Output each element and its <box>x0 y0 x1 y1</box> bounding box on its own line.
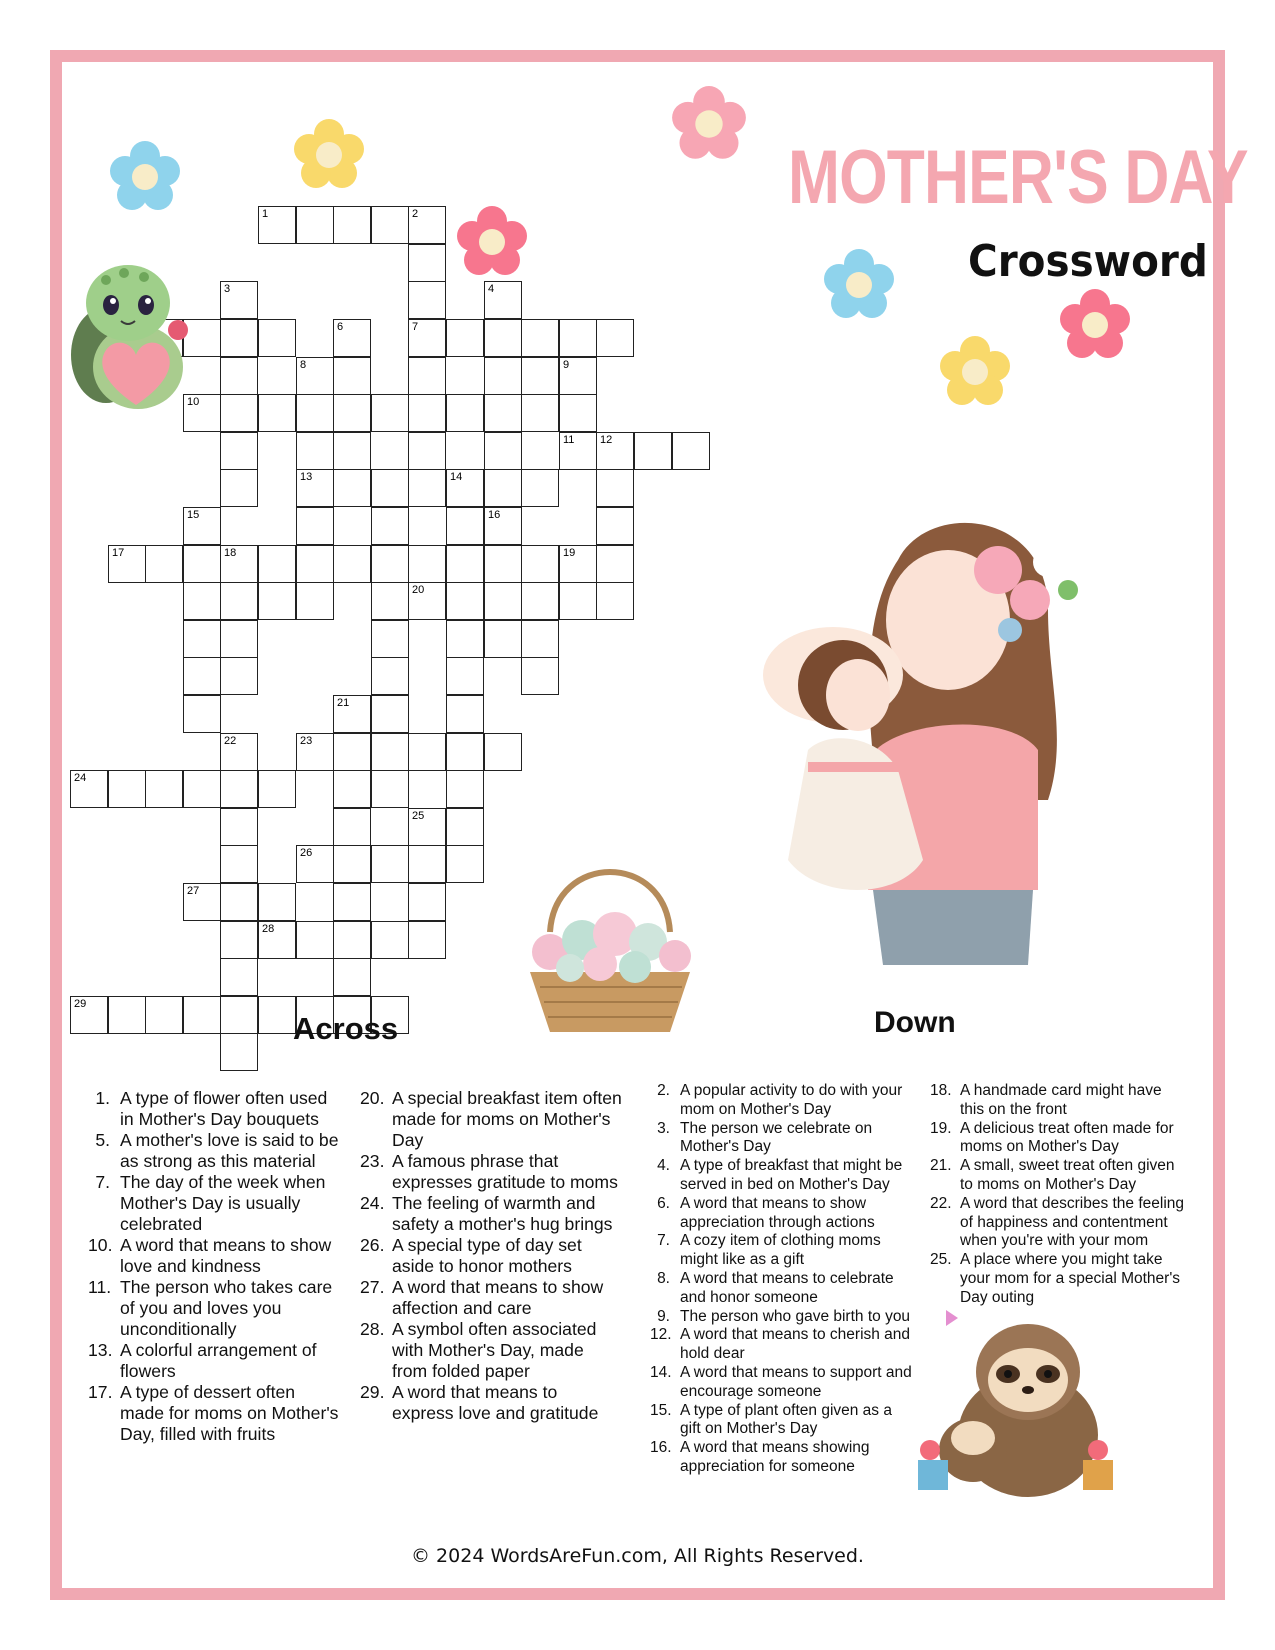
grid-cell[interactable] <box>371 695 409 733</box>
sloth-illustration <box>908 1310 1123 1500</box>
grid-cell[interactable] <box>521 394 559 432</box>
clue-number: 26 <box>300 847 313 859</box>
grid-cell[interactable] <box>220 958 258 996</box>
copyright-footer: © 2024 WordsAreFun.com, All Rights Reserved. <box>411 1545 864 1567</box>
grid-cell[interactable] <box>220 845 258 883</box>
grid-cell[interactable] <box>408 432 446 470</box>
turtle-illustration <box>66 255 201 415</box>
down-clue <box>650 1439 915 1477</box>
clue-number: 27 <box>187 885 200 897</box>
grid-cell[interactable] <box>183 996 221 1034</box>
clue-text: A word that means showing appreciation for someone <box>680 1439 870 1475</box>
clue-number: 12 <box>600 434 613 446</box>
grid-cell[interactable] <box>521 620 559 658</box>
clue-number-label: 13. <box>88 1340 113 1360</box>
grid-cell[interactable] <box>296 469 334 507</box>
grid-cell[interactable] <box>258 883 296 921</box>
grid-cell[interactable] <box>296 845 334 883</box>
grid-cell[interactable] <box>596 469 634 507</box>
grid-cell[interactable] <box>446 319 484 357</box>
grid-cell[interactable] <box>446 808 484 846</box>
grid-cell[interactable] <box>371 469 409 507</box>
grid-cell[interactable] <box>484 582 522 620</box>
across-clue <box>360 1151 622 1193</box>
clue-text: A word that describes the feeling of happiness and contentment when you're with your mom <box>960 1194 1185 1250</box>
grid-cell[interactable] <box>70 770 108 808</box>
across-clue <box>88 1340 343 1382</box>
clue-number-label: 15. <box>650 1401 672 1419</box>
clue-number-label: 8. <box>657 1269 670 1287</box>
grid-cell[interactable] <box>258 921 296 959</box>
across-heading: Across <box>293 1011 399 1046</box>
across-clue <box>88 1130 343 1172</box>
grid-cell[interactable] <box>446 582 484 620</box>
grid-cell[interactable] <box>559 394 597 432</box>
grid-cell[interactable] <box>408 319 446 357</box>
grid-cell[interactable] <box>446 770 484 808</box>
grid-cell[interactable] <box>220 883 258 921</box>
grid-cell[interactable] <box>408 921 446 959</box>
down-clue <box>650 1195 915 1233</box>
grid-cell[interactable] <box>333 883 371 921</box>
grid-cell[interactable] <box>484 357 522 395</box>
grid-cell[interactable] <box>484 394 522 432</box>
grid-cell[interactable] <box>484 620 522 658</box>
clue-number: 20 <box>412 584 425 596</box>
across-clue <box>88 1382 343 1445</box>
clue-number-label: 19. <box>930 1119 952 1137</box>
clue-number: 15 <box>187 509 200 521</box>
clue-text: The person who gave birth to you <box>680 1307 911 1325</box>
grid-cell[interactable] <box>446 733 484 771</box>
grid-cell[interactable] <box>108 545 146 583</box>
grid-cell[interactable] <box>145 545 183 583</box>
grid-cell[interactable] <box>521 319 559 357</box>
grid-cell[interactable] <box>333 695 371 733</box>
grid-cell[interactable] <box>183 582 221 620</box>
grid-cell[interactable] <box>484 281 522 319</box>
grid-cell[interactable] <box>333 545 371 583</box>
grid-cell[interactable] <box>296 357 334 395</box>
clue-number: 11 <box>563 434 575 446</box>
down-clue <box>930 1082 1190 1120</box>
across-clue <box>88 1235 343 1277</box>
grid-cell[interactable] <box>408 582 446 620</box>
clue-number-label: 9. <box>657 1307 670 1325</box>
clue-text: A word that means to support and encourage someone <box>680 1363 912 1400</box>
grid-cell[interactable] <box>521 545 559 583</box>
grid-cell[interactable] <box>484 545 522 583</box>
grid-cell[interactable] <box>296 432 334 470</box>
clue-number: 3 <box>224 283 231 295</box>
clue-text: The person we celebrate on Mother's Day <box>680 1119 873 1156</box>
grid-cell[interactable] <box>446 620 484 658</box>
clue-text: The person who takes care of you and loves you unconditionally <box>120 1277 333 1339</box>
grid-cell[interactable] <box>446 845 484 883</box>
grid-cell[interactable] <box>220 432 258 470</box>
clue-text: A delicious treat often made for moms on Mother's Day <box>960 1119 1174 1156</box>
grid-cell[interactable] <box>484 733 522 771</box>
grid-cell[interactable] <box>220 1033 258 1071</box>
grid-cell[interactable] <box>258 770 296 808</box>
grid-cell[interactable] <box>371 394 409 432</box>
grid-cell[interactable] <box>145 996 183 1034</box>
across-clue <box>360 1193 622 1235</box>
grid-cell[interactable] <box>296 733 334 771</box>
grid-cell[interactable] <box>484 507 522 545</box>
grid-cell[interactable] <box>408 281 446 319</box>
across-clue <box>360 1382 622 1424</box>
flower-icon <box>938 335 1012 409</box>
grid-cell[interactable] <box>183 545 221 583</box>
grid-cell[interactable] <box>596 319 634 357</box>
clue-number: 19 <box>563 547 576 559</box>
flower-icon <box>455 205 529 279</box>
grid-cell[interactable] <box>220 545 258 583</box>
grid-cell[interactable] <box>258 206 296 244</box>
grid-cell[interactable] <box>220 281 258 319</box>
grid-cell[interactable] <box>596 545 634 583</box>
grid-cell[interactable] <box>559 319 597 357</box>
clue-text: A word that means to show appreciation through actions <box>680 1194 875 1231</box>
clue-number: 16 <box>488 509 501 521</box>
grid-cell[interactable] <box>70 996 108 1034</box>
grid-cell[interactable] <box>258 996 296 1034</box>
grid-cell[interactable] <box>108 770 146 808</box>
grid-cell[interactable] <box>333 808 371 846</box>
grid-cell[interactable] <box>371 657 409 695</box>
grid-cell[interactable] <box>258 394 296 432</box>
flower-icon <box>670 85 748 163</box>
grid-cell[interactable] <box>521 582 559 620</box>
grid-cell[interactable] <box>408 206 446 244</box>
clue-text: A special breakfast item often made for moms on Mother's Day <box>392 1088 622 1150</box>
grid-cell[interactable] <box>596 432 634 470</box>
down-clue <box>930 1120 1190 1158</box>
grid-cell[interactable] <box>296 206 334 244</box>
clue-number-label: 25. <box>930 1251 952 1269</box>
clue-number: 28 <box>262 923 275 935</box>
grid-cell[interactable] <box>183 770 221 808</box>
clue-number: 18 <box>224 547 237 559</box>
grid-cell[interactable] <box>183 695 221 733</box>
grid-cell[interactable] <box>220 770 258 808</box>
grid-cell[interactable] <box>333 921 371 959</box>
down-clue <box>650 1402 915 1440</box>
title-crossword: Crossword <box>968 236 1208 287</box>
down-clue <box>650 1232 915 1270</box>
mother-daughter-illustration <box>748 500 1103 965</box>
grid-cell[interactable] <box>408 808 446 846</box>
clue-number-label: 23. <box>360 1151 385 1171</box>
down-clue <box>930 1157 1190 1195</box>
grid-cell[interactable] <box>333 206 371 244</box>
clue-number: 6 <box>337 321 344 333</box>
clue-number-label: 12. <box>650 1326 672 1344</box>
clue-text: A word that means to celebrate and honor someone <box>680 1269 894 1306</box>
grid-cell[interactable] <box>408 883 446 921</box>
grid-cell[interactable] <box>559 357 597 395</box>
grid-cell[interactable] <box>108 996 146 1034</box>
grid-cell[interactable] <box>145 770 183 808</box>
grid-cell[interactable] <box>408 845 446 883</box>
grid-cell[interactable] <box>371 206 409 244</box>
grid-cell[interactable] <box>559 432 597 470</box>
grid-cell[interactable] <box>484 469 522 507</box>
clue-number-label: 7. <box>657 1232 670 1250</box>
across-clue <box>360 1235 622 1277</box>
clue-number: 10 <box>187 396 200 408</box>
grid-cell[interactable] <box>183 507 221 545</box>
grid-cell[interactable] <box>220 357 258 395</box>
grid-cell[interactable] <box>484 432 522 470</box>
grid-cell[interactable] <box>446 469 484 507</box>
clue-text: A popular activity to do with your mom on Mother's Day <box>680 1082 903 1118</box>
down-clues-column-2 <box>930 1082 1190 1308</box>
clue-number-label: 4. <box>657 1157 670 1175</box>
clue-number: 24 <box>74 772 87 784</box>
down-clue <box>930 1195 1190 1251</box>
clue-number-label: 20. <box>360 1088 385 1108</box>
clue-number-label: 29. <box>360 1382 385 1402</box>
grid-cell[interactable] <box>333 845 371 883</box>
clue-number-label: 2. <box>657 1082 670 1099</box>
down-clue <box>650 1308 915 1327</box>
flower-basket-illustration <box>500 852 720 1037</box>
flower-icon <box>822 248 896 322</box>
grid-cell[interactable] <box>672 432 710 470</box>
down-clue <box>930 1251 1190 1307</box>
grid-cell[interactable] <box>220 319 258 357</box>
grid-cell[interactable] <box>484 319 522 357</box>
clue-text: The day of the week when Mother's Day is usually celebrated <box>120 1172 326 1234</box>
clue-number-label: 11. <box>88 1277 112 1297</box>
clue-number-label: 1. <box>95 1088 110 1108</box>
grid-cell[interactable] <box>408 244 446 282</box>
grid-cell[interactable] <box>333 958 371 996</box>
clue-number: 9 <box>563 359 570 371</box>
grid-cell[interactable] <box>408 469 446 507</box>
clue-text: A word that means to show affection and care <box>392 1277 604 1318</box>
clue-text: A type of flower often used in Mother's Day bouquets <box>120 1088 328 1129</box>
clue-number: 7 <box>412 321 419 333</box>
grid-cell[interactable] <box>220 620 258 658</box>
grid-cell[interactable] <box>220 469 258 507</box>
grid-cell[interactable] <box>333 770 371 808</box>
clue-number-label: 6. <box>657 1194 670 1212</box>
grid-cell[interactable] <box>296 545 334 583</box>
grid-cell[interactable] <box>296 582 334 620</box>
clue-number-label: 14. <box>650 1363 672 1381</box>
flower-icon <box>108 140 182 214</box>
grid-cell[interactable] <box>446 507 484 545</box>
grid-cell[interactable] <box>371 921 409 959</box>
clue-number-label: 24. <box>360 1193 385 1213</box>
grid-cell[interactable] <box>521 657 559 695</box>
across-clue <box>360 1277 622 1319</box>
down-clue <box>650 1364 915 1402</box>
down-heading: Down <box>874 1006 956 1039</box>
grid-cell[interactable] <box>446 695 484 733</box>
clue-text: A small, sweet treat often given to moms on Mother's Day <box>960 1157 1175 1193</box>
clue-text: A handmade card might have this on the front <box>960 1082 1162 1118</box>
grid-cell[interactable] <box>371 507 409 545</box>
clue-text: A place where you might take your mom for a special Mother's Day outing <box>960 1251 1181 1306</box>
down-clue <box>650 1120 915 1158</box>
grid-cell[interactable] <box>446 394 484 432</box>
clue-number-label: 10. <box>88 1235 113 1255</box>
clue-number: 23 <box>300 735 313 747</box>
clue-text: A type of dessert often made for moms on Mother's Day, filled with fruits <box>120 1382 339 1444</box>
flower-icon <box>292 118 366 192</box>
clue-number-label: 18. <box>930 1082 952 1099</box>
grid-cell[interactable] <box>333 357 371 395</box>
title-mothers-day: MOTHER'S DAY <box>788 135 1248 220</box>
grid-cell[interactable] <box>521 357 559 395</box>
grid-cell[interactable] <box>333 432 371 470</box>
grid-cell[interactable] <box>371 545 409 583</box>
clue-text: A colorful arrangement of flowers <box>120 1340 317 1381</box>
across-clue <box>360 1319 622 1382</box>
clue-text: A special type of day set aside to honor mothers <box>392 1235 582 1276</box>
clue-number-label: 7. <box>95 1172 110 1192</box>
across-clues-column-2 <box>360 1088 622 1424</box>
clue-number-label: 28. <box>360 1319 385 1339</box>
grid-cell[interactable] <box>333 733 371 771</box>
clue-number-label: 3. <box>657 1119 670 1137</box>
grid-cell[interactable] <box>408 545 446 583</box>
grid-cell[interactable] <box>371 582 409 620</box>
clue-number: 21 <box>337 697 350 709</box>
grid-cell[interactable] <box>183 620 221 658</box>
grid-cell[interactable] <box>296 507 334 545</box>
across-clue <box>360 1088 622 1151</box>
grid-cell[interactable] <box>634 432 672 470</box>
clue-text: A mother's love is said to be as strong as this material <box>120 1130 339 1171</box>
grid-cell[interactable] <box>596 582 634 620</box>
grid-cell[interactable] <box>258 545 296 583</box>
grid-cell[interactable] <box>183 657 221 695</box>
clue-number: 4 <box>488 283 495 295</box>
clue-number-label: 17. <box>88 1382 113 1402</box>
grid-cell[interactable] <box>521 469 559 507</box>
grid-cell[interactable] <box>258 582 296 620</box>
clue-number: 13 <box>300 471 313 483</box>
grid-cell[interactable] <box>596 507 634 545</box>
clue-number-label: 27. <box>360 1277 385 1297</box>
clue-text: A type of breakfast that might be served in bed on Mother's Day <box>680 1157 903 1193</box>
clue-text: The feeling of warmth and safety a mother's hug brings <box>392 1193 613 1234</box>
clue-number-label: 22. <box>930 1194 952 1212</box>
grid-cell[interactable] <box>333 469 371 507</box>
clue-text: A word that means to cherish and hold dear <box>680 1326 911 1363</box>
grid-cell[interactable] <box>408 733 446 771</box>
grid-cell[interactable] <box>371 620 409 658</box>
clue-text: A famous phrase that expresses gratitude to moms <box>392 1151 618 1192</box>
grid-cell[interactable] <box>296 921 334 959</box>
down-clue <box>650 1270 915 1308</box>
grid-cell[interactable] <box>220 733 258 771</box>
grid-cell[interactable] <box>220 808 258 846</box>
grid-cell[interactable] <box>559 582 597 620</box>
across-clue <box>88 1088 343 1130</box>
clue-text: A word that means to show love and kindness <box>120 1235 332 1276</box>
clue-number: 1 <box>262 208 269 220</box>
clue-number-label: 26. <box>360 1235 385 1255</box>
grid-cell[interactable] <box>220 657 258 695</box>
across-clue <box>88 1277 343 1340</box>
across-clues-column-1 <box>88 1088 343 1445</box>
grid-cell[interactable] <box>371 770 409 808</box>
grid-cell[interactable] <box>220 921 258 959</box>
clue-number: 29 <box>74 998 87 1010</box>
grid-cell[interactable] <box>333 319 371 357</box>
clue-text: A cozy item of clothing moms might like as a gift <box>680 1232 881 1269</box>
grid-cell[interactable] <box>446 657 484 695</box>
grid-cell[interactable] <box>371 733 409 771</box>
grid-cell[interactable] <box>446 545 484 583</box>
down-clue <box>650 1326 915 1364</box>
clue-number: 22 <box>224 735 237 747</box>
clue-number: 2 <box>412 208 419 220</box>
clue-text: A word that means to express love and gratitude <box>392 1382 599 1423</box>
clue-number: 25 <box>412 810 425 822</box>
grid-cell[interactable] <box>333 394 371 432</box>
clue-text: A type of plant often given as a gift on Mother's Day <box>680 1401 892 1438</box>
grid-cell[interactable] <box>258 319 296 357</box>
clue-number-label: 16. <box>650 1439 672 1457</box>
grid-cell[interactable] <box>408 357 446 395</box>
clue-number: 17 <box>112 547 125 559</box>
grid-cell[interactable] <box>408 394 446 432</box>
grid-cell[interactable] <box>220 582 258 620</box>
clue-number-label: 21. <box>930 1157 952 1175</box>
grid-cell[interactable] <box>559 545 597 583</box>
clue-number: 8 <box>300 359 307 371</box>
grid-cell[interactable] <box>220 996 258 1034</box>
grid-cell[interactable] <box>371 845 409 883</box>
clue-number-label: 5. <box>95 1130 110 1150</box>
down-clues-column-1 <box>650 1082 915 1477</box>
flower-icon <box>1058 288 1132 362</box>
across-clue <box>88 1172 343 1235</box>
clue-number: 14 <box>450 471 463 483</box>
grid-cell[interactable] <box>183 883 221 921</box>
down-clue <box>650 1157 915 1195</box>
grid-cell[interactable] <box>296 394 334 432</box>
clue-text: A symbol often associated with Mother's Day, made from folded paper <box>392 1319 597 1381</box>
down-clue <box>650 1082 915 1120</box>
grid-cell[interactable] <box>220 394 258 432</box>
